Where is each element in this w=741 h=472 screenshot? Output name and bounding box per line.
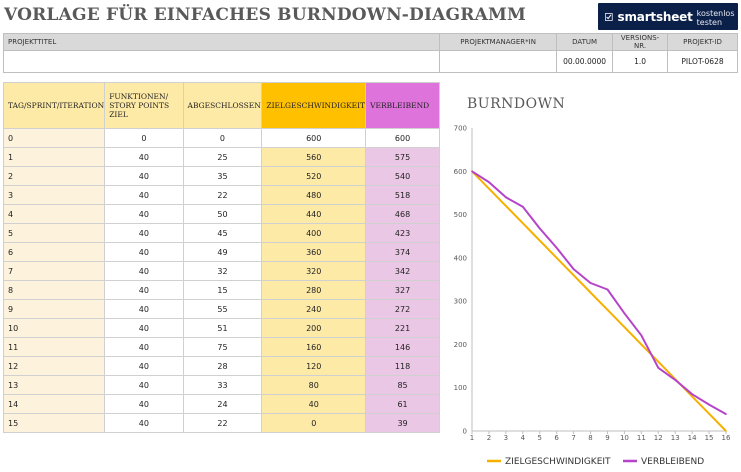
cell-zielgeschwindigkeit[interactable]: 200 <box>262 319 366 338</box>
cell-verbleibend[interactable]: 374 <box>366 243 440 262</box>
table-row <box>4 281 440 300</box>
table-row <box>4 300 440 319</box>
table-row <box>4 262 440 281</box>
x-tick-label: 6 <box>554 434 559 442</box>
cell-abgeschlossen[interactable]: 24 <box>183 395 262 414</box>
cell-tag[interactable]: 4 <box>4 205 105 224</box>
column-header-tag: TAG/SPRINT/ITERATION <box>4 83 105 129</box>
table-row <box>4 243 440 262</box>
cell-zielgeschwindigkeit[interactable]: 160 <box>262 338 366 357</box>
x-tick-label: 3 <box>503 434 509 442</box>
x-tick-label: 16 <box>721 434 731 442</box>
smartsheet-cta-button[interactable] <box>598 3 738 30</box>
cell-zielgeschwindigkeit[interactable]: 80 <box>262 376 366 395</box>
cell-tag[interactable]: 15 <box>4 414 105 433</box>
projektmanager-cell[interactable] <box>440 51 557 73</box>
table-row <box>4 338 440 357</box>
cell-zielgeschwindigkeit[interactable]: 400 <box>262 224 366 243</box>
cell-tag[interactable]: 7 <box>4 262 105 281</box>
column-header-verbleibend: VERBLEIBEND <box>366 83 440 129</box>
cell-funktionen[interactable]: 40 <box>105 357 183 376</box>
cell-funktionen[interactable]: 40 <box>105 167 183 186</box>
y-tick-label: 300 <box>453 297 467 306</box>
table-row <box>4 224 440 243</box>
y-tick-label: 500 <box>453 211 467 220</box>
cell-verbleibend[interactable]: 61 <box>366 395 440 414</box>
cell-abgeschlossen[interactable]: 22 <box>183 414 262 433</box>
data-point <box>708 404 710 406</box>
data-point <box>674 379 676 381</box>
data-point <box>573 268 575 270</box>
column-header-abgeschlossen: ABGESCHLOSSEN <box>183 83 262 129</box>
chart-title: BURNDOWN <box>467 96 566 112</box>
data-point <box>725 430 727 432</box>
cell-verbleibend[interactable]: 118 <box>366 357 440 376</box>
cell-abgeschlossen[interactable]: 25 <box>183 148 262 167</box>
cell-verbleibend[interactable]: 85 <box>366 376 440 395</box>
header-projekttitel: PROJEKTTITEL <box>4 34 440 51</box>
cell-funktionen[interactable]: 40 <box>105 243 183 262</box>
brand-name: smartsheet <box>617 9 693 24</box>
cell-tag[interactable]: 9 <box>4 300 105 319</box>
table-row <box>4 357 440 376</box>
x-tick-label: 15 <box>704 434 714 442</box>
cell-abgeschlossen[interactable]: 15 <box>183 281 262 300</box>
cell-verbleibend[interactable]: 272 <box>366 300 440 319</box>
cell-abgeschlossen[interactable]: 45 <box>183 224 262 243</box>
table-row <box>4 376 440 395</box>
x-tick-label: 7 <box>571 434 576 442</box>
cell-zielgeschwindigkeit[interactable]: 320 <box>262 262 366 281</box>
cell-funktionen[interactable]: 40 <box>105 414 183 433</box>
cell-funktionen[interactable]: 40 <box>105 148 183 167</box>
x-tick-label: 2 <box>486 434 492 442</box>
y-tick-label: 700 <box>453 124 467 133</box>
cell-verbleibend[interactable]: 423 <box>366 224 440 243</box>
x-tick-label: 4 <box>520 434 526 442</box>
column-header-zielgeschwindigkeit: ZIELGESCHWINDIGKEIT <box>262 83 366 129</box>
table-row <box>4 205 440 224</box>
cell-abgeschlossen[interactable]: 28 <box>183 357 262 376</box>
cell-zielgeschwindigkeit[interactable]: 600 <box>262 129 366 148</box>
cell-zielgeschwindigkeit[interactable]: 240 <box>262 300 366 319</box>
data-point <box>641 344 643 346</box>
cell-tag[interactable]: 13 <box>4 376 105 395</box>
cell-zielgeschwindigkeit[interactable]: 280 <box>262 281 366 300</box>
x-tick-label: 10 <box>619 434 629 442</box>
table-row <box>4 395 440 414</box>
data-point <box>590 292 592 294</box>
x-tick-label: 12 <box>653 434 663 442</box>
data-point <box>657 367 659 369</box>
cell-verbleibend[interactable]: 600 <box>366 129 440 148</box>
data-point <box>522 222 524 224</box>
x-tick-label: 1 <box>469 434 475 442</box>
cell-verbleibend[interactable]: 327 <box>366 281 440 300</box>
cell-tag[interactable]: 14 <box>4 395 105 414</box>
header-projekt-id: PROJEKT-ID <box>668 34 738 51</box>
data-point <box>488 181 490 183</box>
cell-funktionen[interactable]: 40 <box>105 376 183 395</box>
cell-zielgeschwindigkeit[interactable]: 560 <box>262 148 366 167</box>
header-datum: DATUM <box>557 34 613 51</box>
cell-abgeschlossen[interactable]: 75 <box>183 338 262 357</box>
projekttitel-cell[interactable] <box>4 51 440 73</box>
cell-verbleibend[interactable]: 146 <box>366 338 440 357</box>
project-info-table <box>3 33 738 73</box>
data-point <box>539 228 541 230</box>
data-point <box>539 240 541 242</box>
data-point <box>488 188 490 190</box>
versions-nr-cell[interactable]: 1.0 <box>613 51 668 73</box>
page-title: VORLAGE FÜR EINFACHES BURNDOWN-DIAGRAMM <box>4 5 527 25</box>
burndown-chart <box>440 118 738 472</box>
data-point <box>556 247 558 249</box>
column-header-funktionen: FUNKTIONEN/ STORY POINTS ZIEL <box>105 83 183 129</box>
x-tick-label: 11 <box>636 434 646 442</box>
x-tick-label: 14 <box>687 434 697 442</box>
cell-zielgeschwindigkeit[interactable]: 520 <box>262 167 366 186</box>
cell-zielgeschwindigkeit[interactable]: 480 <box>262 186 366 205</box>
legend-label: ZIELGESCHWINDIGKEIT <box>505 457 611 467</box>
table-row <box>4 129 440 148</box>
data-point <box>725 413 727 415</box>
cell-funktionen[interactable]: 40 <box>105 319 183 338</box>
data-point <box>471 170 473 172</box>
cell-funktionen[interactable]: 40 <box>105 186 183 205</box>
cell-funktionen[interactable]: 40 <box>105 300 183 319</box>
data-point <box>505 205 507 207</box>
cell-tag[interactable]: 12 <box>4 357 105 376</box>
table-row <box>4 167 440 186</box>
header-projektmanager: PROJEKTMANAGER*IN <box>440 34 557 51</box>
cell-verbleibend[interactable]: 39 <box>366 414 440 433</box>
data-point <box>556 257 558 259</box>
cell-abgeschlossen[interactable]: 33 <box>183 376 262 395</box>
data-point <box>522 206 524 208</box>
cell-verbleibend[interactable]: 342 <box>366 262 440 281</box>
cell-abgeschlossen[interactable]: 55 <box>183 300 262 319</box>
cell-zielgeschwindigkeit[interactable]: 440 <box>262 205 366 224</box>
data-point <box>691 396 693 398</box>
data-point <box>573 274 575 276</box>
cell-abgeschlossen[interactable]: 32 <box>183 262 262 281</box>
data-point <box>708 413 710 415</box>
cell-tag[interactable]: 2 <box>4 167 105 186</box>
x-tick-label: 8 <box>588 434 593 442</box>
cell-tag[interactable]: 11 <box>4 338 105 357</box>
cell-funktionen[interactable]: 40 <box>105 262 183 281</box>
cell-verbleibend[interactable]: 518 <box>366 186 440 205</box>
data-point <box>505 196 507 198</box>
cell-tag[interactable]: 6 <box>4 243 105 262</box>
cell-zielgeschwindigkeit[interactable]: 0 <box>262 414 366 433</box>
cell-abgeschlossen[interactable]: 51 <box>183 319 262 338</box>
burndown-data-table <box>3 82 440 433</box>
y-tick-label: 200 <box>453 340 467 349</box>
cell-zielgeschwindigkeit[interactable]: 40 <box>262 395 366 414</box>
data-point <box>641 335 643 337</box>
cell-abgeschlossen[interactable]: 0 <box>183 129 262 148</box>
cell-funktionen[interactable]: 40 <box>105 338 183 357</box>
legend-label: VERBLEIBEND <box>641 457 705 467</box>
table-row <box>4 148 440 167</box>
table-row <box>4 186 440 205</box>
datum-cell[interactable]: 00.00.0000 <box>557 51 613 73</box>
data-point <box>624 326 626 328</box>
x-tick-label: 13 <box>670 434 680 442</box>
cell-funktionen[interactable]: 0 <box>105 129 183 148</box>
brand-cta-label: kostenlos testen <box>696 8 735 27</box>
cell-zielgeschwindigkeit[interactable]: 360 <box>262 243 366 262</box>
data-point <box>624 312 626 314</box>
cell-verbleibend[interactable]: 468 <box>366 205 440 224</box>
y-tick-label: 600 <box>453 167 467 176</box>
cell-abgeschlossen[interactable]: 49 <box>183 243 262 262</box>
data-point <box>607 309 609 311</box>
projekt-id-cell[interactable]: PILOT-0628 <box>668 51 738 73</box>
cell-abgeschlossen[interactable]: 22 <box>183 186 262 205</box>
y-tick-label: 0 <box>462 427 467 436</box>
cell-funktionen[interactable]: 40 <box>105 205 183 224</box>
cell-verbleibend[interactable]: 221 <box>366 319 440 338</box>
y-tick-label: 400 <box>453 254 467 263</box>
table-row <box>4 414 440 433</box>
cell-tag[interactable]: 10 <box>4 319 105 338</box>
cell-tag[interactable]: 8 <box>4 281 105 300</box>
cell-tag[interactable]: 3 <box>4 186 105 205</box>
header-versions-nr: VERSIONS-NR. <box>613 34 668 51</box>
cell-tag[interactable]: 1 <box>4 148 105 167</box>
x-tick-label: 5 <box>537 434 542 442</box>
cell-verbleibend[interactable]: 540 <box>366 167 440 186</box>
y-tick-label: 100 <box>453 384 467 393</box>
data-point <box>590 282 592 284</box>
series-line-verbleibend <box>472 171 726 414</box>
data-point <box>691 393 693 395</box>
data-point <box>607 289 609 291</box>
cell-verbleibend[interactable]: 575 <box>366 148 440 167</box>
cell-abgeschlossen[interactable]: 50 <box>183 205 262 224</box>
series-line-zielgeschwindigkeit <box>472 171 726 431</box>
cell-abgeschlossen[interactable]: 35 <box>183 167 262 186</box>
cell-funktionen[interactable]: 40 <box>105 224 183 243</box>
cell-tag[interactable]: 0 <box>4 129 105 148</box>
data-point <box>657 361 659 363</box>
cell-tag[interactable]: 5 <box>4 224 105 243</box>
cell-funktionen[interactable]: 40 <box>105 281 183 300</box>
smartsheet-logo-icon <box>605 11 613 23</box>
table-row <box>4 319 440 338</box>
cell-funktionen[interactable]: 40 <box>105 395 183 414</box>
cell-zielgeschwindigkeit[interactable]: 120 <box>262 357 366 376</box>
x-tick-label: 9 <box>605 434 610 442</box>
